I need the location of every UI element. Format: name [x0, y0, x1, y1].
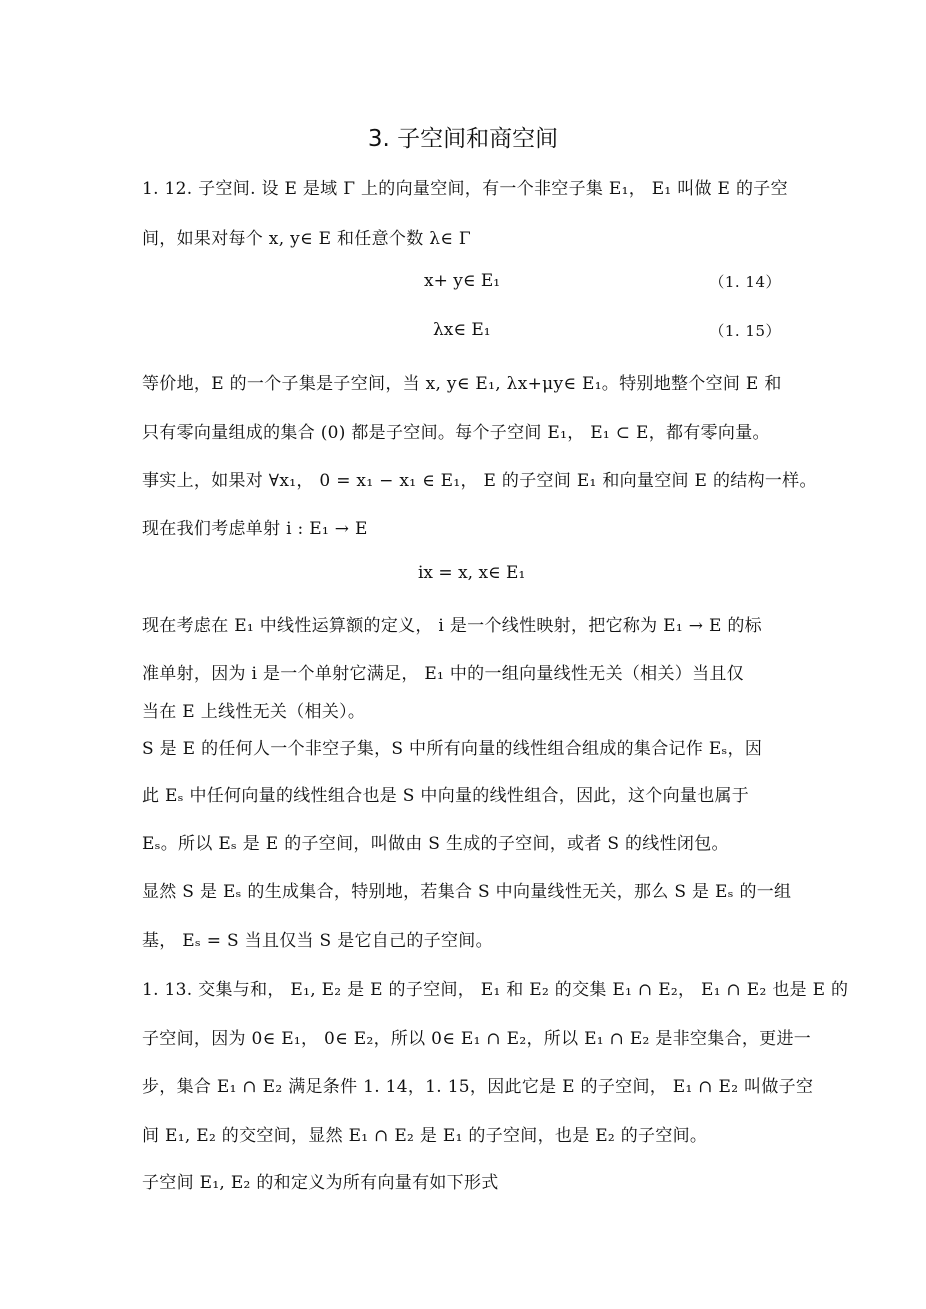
text-line: 基， Eₛ = S 当且仅当 S 是它自己的子空间。 [142, 931, 493, 951]
text-line: 事实上，如果对 ∀x₁， 0 = x₁ − x₁ ∈ E₁， E 的子空间 E₁ 和向量空间 E 的结构一样。 [142, 471, 817, 491]
text-line: 子空间，因为 0∈ E₁， 0∈ E₂，所以 0∈ E₁ ∩ E₂，所以 E₁ ∩ E₂ 是非空集合，更进一 [142, 1029, 812, 1049]
equation-number: （1. 15） [709, 322, 781, 340]
text-line: 只有零向量组成的集合 (0) 都是子空间。每个子空间 E₁， E₁ ⊂ E，都有零向量。 [142, 423, 770, 443]
text-line: S 是 E 的任何人一个非空子集，S 中所有向量的线性组合组成的集合记作 Eₛ，因 [142, 739, 763, 759]
equation-1-14: x+ y∈ E₁ [424, 271, 501, 291]
text-line: Eₛ。所以 Eₛ 是 E 的子空间，叫做由 S 生成的子空间，或者 S 的线性闭包。 [142, 834, 729, 854]
equation-injection: ix = x, x∈ E₁ [418, 563, 526, 583]
text-line: 此 Eₛ 中任何向量的线性组合也是 S 中向量的线性组合，因此，这个向量也属于 [142, 786, 750, 806]
equation-number: （1. 14） [709, 273, 781, 291]
text-line: 间 E₁, E₂ 的交空间，显然 E₁ ∩ E₂ 是 E₁ 的子空间，也是 E₂ 的子空间。 [142, 1126, 708, 1146]
page-title: 3. 子空间和商空间 [367, 126, 559, 152]
text-line: 子空间 E₁, E₂ 的和定义为所有向量有如下形式 [142, 1173, 499, 1193]
text-line: 准单射，因为 i 是一个单射它满足， E₁ 中的一组向量线性无关（相关）当且仅 [142, 664, 744, 684]
text-line: 现在考虑在 E₁ 中线性运算额的定义， i 是一个线性映射，把它称为 E₁ → E 的标 [142, 616, 762, 636]
text-line: 1. 13. 交集与和， E₁, E₂ 是 E 的子空间， E₁ 和 E₂ 的交集 E₁ ∩ E₂， E₁ ∩ E₂ 也是 E 的 [142, 980, 849, 1000]
text-line: 显然 S 是 Eₛ 的生成集合，特别地，若集合 S 中向量线性无关，那么 S 是 Eₛ 的一组 [142, 882, 792, 902]
text-line: 1. 12. 子空间. 设 E 是域 Γ 上的向量空间，有一个非空子集 E₁， E₁ 叫做 E 的子空 [142, 179, 788, 199]
text-line: 现在我们考虑单射 i : E₁ → E [142, 519, 368, 539]
text-line: 等价地，E 的一个子集是子空间，当 x, y∈ E₁, λx+μy∈ E₁。特别地整个空间 E 和 [142, 374, 782, 394]
text-line: 间，如果对每个 x, y∈ E 和任意个数 λ∈ Γ [142, 229, 471, 249]
equation-1-15: λx∈ E₁ [433, 320, 491, 340]
text-line: 步，集合 E₁ ∩ E₂ 满足条件 1. 14，1. 15，因此它是 E 的子空间， E₁ ∩ E₂ 叫做子空 [142, 1077, 814, 1097]
text-line: 当在 E 上线性无关（相关）。 [142, 702, 366, 722]
